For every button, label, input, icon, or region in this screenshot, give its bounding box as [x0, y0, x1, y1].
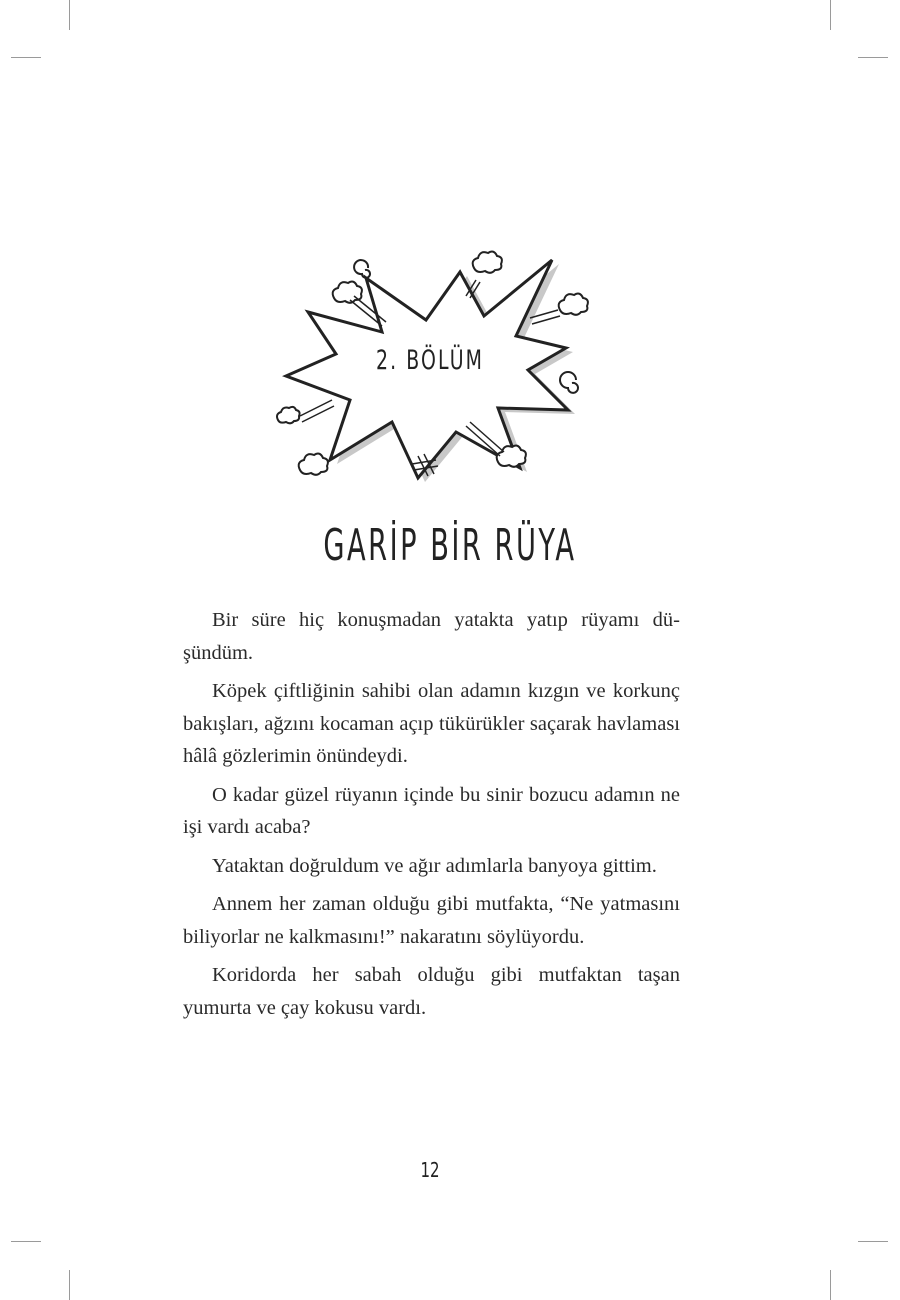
chapter-label: 2. BÖLÜM	[375, 345, 485, 376]
chapter-title: GARİP BİR RÜYA	[323, 520, 577, 571]
body-text	[183, 604, 680, 1030]
paragraph: Yataktan doğruldum ve ağır adımlarla banyoya gittim.	[212, 854, 657, 877]
paragraph: Koridorda her sabah olduğu gibi mutfaktan taşan yumurta ve çay kokusu vardı.	[183, 964, 680, 1019]
paragraph: Annem her zaman olduğu gibi mutfakta, “Ne yatmasını biliyorlar ne kalkmasını!” nakaratını söylüyordu.	[183, 893, 680, 948]
paragraph: O kadar güzel rüyanın içinde bu sinir bozucu adamın ne işi vardı acaba?	[183, 783, 680, 838]
crop-mark	[858, 1241, 888, 1242]
crop-mark	[11, 1241, 41, 1242]
paragraph: Köpek çiftliğinin sahibi olan adamın kızgın ve korkunç bakışları, ağzını kocaman açıp tükürükler saçarak havlaması hâlâ gözlerimin önündeydi.	[183, 680, 680, 767]
crop-mark	[69, 0, 70, 30]
crop-mark	[11, 57, 41, 58]
paragraph: Bir süre hiç konuşmadan yatakta yatıp rüyamı düşündüm.	[183, 609, 680, 664]
page-number: 12	[420, 1158, 440, 1182]
crop-mark	[858, 57, 888, 58]
crop-mark	[830, 1270, 831, 1300]
crop-mark	[69, 1270, 70, 1300]
crop-mark	[830, 0, 831, 30]
